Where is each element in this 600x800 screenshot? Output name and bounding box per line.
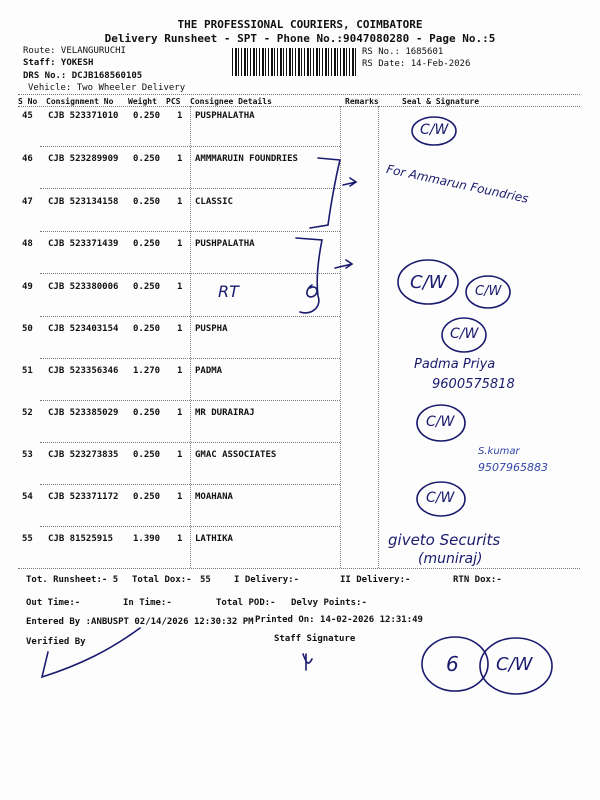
row-pcs: 1 — [177, 492, 183, 502]
handwritten-note: (muniraj) — [418, 551, 483, 567]
delvy-points: Delvy Points:- — [291, 598, 367, 608]
handwritten-receiver-name: S.kumar — [478, 446, 520, 457]
row-consignment: CJB 81525915 — [48, 534, 114, 544]
scribble-mark — [307, 285, 317, 297]
row-sno: 47 — [22, 197, 33, 207]
rs-date: RS Date: 14-Feb-2026 — [362, 59, 471, 69]
printed-on: Printed On: 14-02-2026 12:31:49 — [255, 615, 423, 625]
row-consignment: CJB 523356346 — [48, 366, 119, 376]
handwritten-cw: C/W — [410, 272, 447, 293]
row-consignment: CJB 523380006 — [48, 282, 119, 292]
row-consignment: CJB 523134158 — [48, 197, 119, 207]
entered-by: Entered By :ANBUSPT 02/14/2026 12:30:32 PM — [26, 617, 254, 627]
handwritten-cw: C/W — [496, 654, 533, 675]
row-pcs: 1 — [177, 534, 183, 544]
handwritten-phone: 9600575818 — [432, 377, 515, 392]
row-pcs: 1 — [177, 282, 183, 292]
row-consignee: GMAC ASSOCIATES — [195, 450, 277, 460]
row-consignee: PUSHPALATHA — [195, 239, 255, 249]
row-consignment: CJB 523371010 — [48, 111, 119, 121]
ii-delivery: II Delivery:- — [340, 575, 411, 585]
handwritten-cw: C/W — [426, 490, 455, 506]
handwritten-cw: C/W — [420, 122, 449, 138]
row-pcs: 1 — [177, 197, 183, 207]
row-consignment: CJB 523273835 — [48, 450, 119, 460]
row-consignee: PUSPHALATHA — [195, 111, 255, 121]
company-title: THE PROFESSIONAL COURIERS, COIMBATORE — [177, 18, 423, 31]
verified-by: Verified By — [26, 637, 86, 647]
total-dox-label: Total Dox:- — [132, 575, 192, 585]
handwritten-cw: C/W — [426, 414, 455, 430]
row-sno: 50 — [22, 324, 33, 334]
row-consignee: PUSPHA — [195, 324, 228, 334]
row-consignee: PADMA — [195, 366, 223, 376]
row-weight: 0.250 — [133, 154, 161, 164]
handwritten-rt: RT — [218, 282, 239, 301]
handwritten-count: 6 — [446, 652, 459, 676]
row-consignment: CJB 523403154 — [48, 324, 119, 334]
handwritten-note: giveto Securits — [388, 531, 501, 549]
row-consignee: MOAHANA — [195, 492, 233, 502]
row-weight: 1.390 — [133, 534, 161, 544]
row-weight: 0.250 — [133, 450, 161, 460]
col-consignment: Consignment No — [46, 97, 114, 106]
col-pcs: PCS — [166, 97, 181, 106]
bracket-stroke — [296, 238, 322, 313]
row-weight: 0.250 — [133, 324, 161, 334]
row-pcs: 1 — [177, 450, 183, 460]
row-weight: 0.250 — [133, 492, 161, 502]
row-sno: 54 — [22, 492, 33, 502]
total-dox-value: 55 — [200, 575, 211, 585]
row-consignee: LATHIKA — [195, 534, 233, 544]
total-pod: Total POD:- — [216, 598, 276, 608]
handwritten-receiver-name: Padma Priya — [414, 357, 496, 372]
col-consignee: Consignee Details — [190, 97, 272, 106]
row-consignment: CJB 523385029 — [48, 408, 119, 418]
staff-label: Staff: YOKESH — [23, 58, 94, 68]
rs-number: RS No.: 1685601 — [362, 47, 444, 57]
handwritten-cw: C/W — [475, 284, 502, 299]
drs-label: DRS No.: DCJB168560105 — [23, 71, 143, 81]
row-pcs: 1 — [177, 324, 183, 334]
row-consignment: CJB 523289909 — [48, 154, 119, 164]
vehicle-label: Vehicle: Two Wheeler Delivery — [28, 83, 186, 93]
row-pcs: 1 — [177, 408, 183, 418]
row-weight: 0.250 — [133, 282, 161, 292]
bracket-stroke — [310, 158, 340, 228]
row-sno: 48 — [22, 239, 33, 249]
row-weight: 1.270 — [133, 366, 161, 376]
in-time: In Time:- — [123, 598, 172, 608]
row-consignment: CJB 523371172 — [48, 492, 119, 502]
handwritten-cw: C/W — [450, 326, 479, 342]
arrow-stroke — [343, 178, 356, 186]
i-delivery: I Delivery:- — [234, 575, 300, 585]
col-weight: Weight — [128, 97, 157, 106]
col-remarks: Remarks — [345, 97, 379, 106]
runsheet-subtitle: Delivery Runsheet - SPT - Phone No.:9047080280 - Page No.:5 — [104, 32, 496, 45]
verified-signature — [42, 628, 140, 677]
row-sno: 45 — [22, 111, 33, 121]
staff-signature-label: Staff Signature — [274, 634, 356, 644]
handwritten-company-seal: For Ammarun Foundries — [385, 162, 530, 206]
row-sno: 51 — [22, 366, 33, 376]
row-sno: 49 — [22, 282, 33, 292]
arrow-stroke — [335, 260, 352, 268]
row-consignee: MR DURAIRAJ — [195, 408, 255, 418]
row-sno: 53 — [22, 450, 33, 460]
row-pcs: 1 — [177, 154, 183, 164]
row-sno: 55 — [22, 534, 33, 544]
row-consignment: CJB 523371439 — [48, 239, 119, 249]
row-consignee: AMMMARUIN FOUNDRIES — [195, 154, 298, 164]
row-pcs: 1 — [177, 239, 183, 249]
tot-runsheet: Tot. Runsheet:- 5 — [26, 575, 119, 585]
row-weight: 0.250 — [133, 408, 161, 418]
row-sno: 52 — [22, 408, 33, 418]
rtn-dox: RTN Dox:- — [453, 575, 502, 585]
row-pcs: 1 — [177, 111, 183, 121]
row-consignee: CLASSIC — [195, 197, 233, 207]
col-sno: S No — [18, 97, 38, 106]
route-label: Route: VELANGURUCHI — [23, 46, 126, 56]
col-seal: Seal & Signature — [402, 97, 480, 106]
handwritten-phone: 9507965883 — [478, 461, 548, 474]
out-time: Out Time:- — [26, 598, 81, 608]
row-sno: 46 — [22, 154, 33, 164]
staff-signature-mark — [303, 654, 312, 670]
row-weight: 0.250 — [133, 111, 161, 121]
row-weight: 0.250 — [133, 239, 161, 249]
row-weight: 0.250 — [133, 197, 161, 207]
row-pcs: 1 — [177, 366, 183, 376]
